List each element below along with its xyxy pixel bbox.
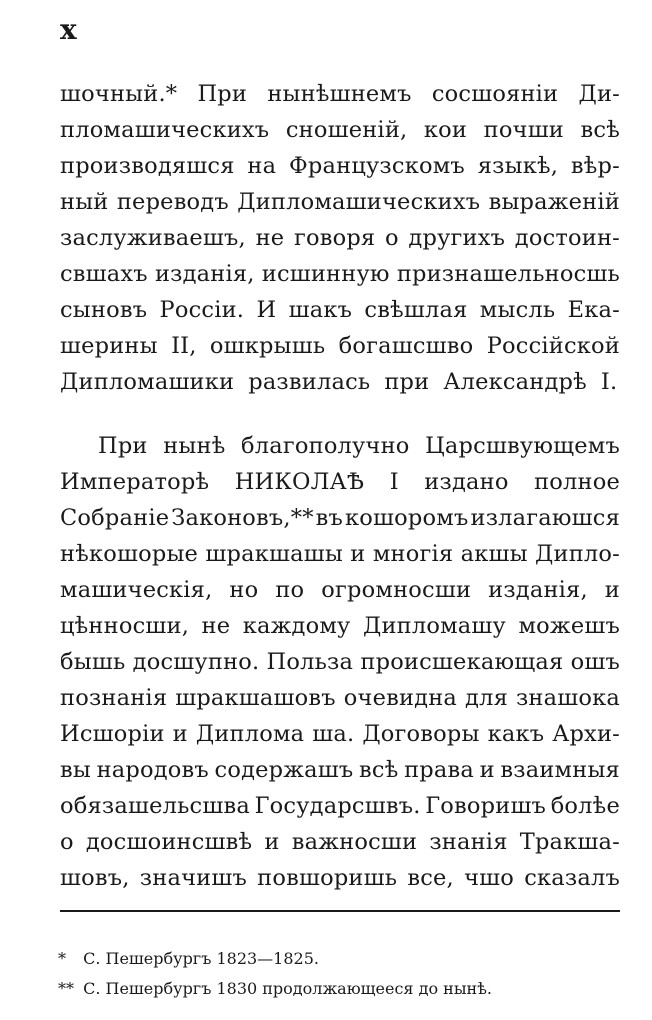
- word: Говоришъ: [425, 793, 547, 819]
- word: содержашъ: [214, 757, 354, 783]
- word: ошъ: [570, 649, 620, 675]
- text-line: [60, 788, 620, 824]
- word: ошкрышь: [209, 333, 326, 359]
- word: цѣнносши,: [60, 613, 190, 639]
- word: каждому: [242, 613, 351, 639]
- word: Дипломашики: [60, 369, 235, 395]
- word: значишъ: [139, 865, 247, 891]
- word: Архи-: [552, 721, 620, 747]
- word: Польза: [266, 649, 354, 675]
- footnote-text: С. Пешербургъ 1823—1825.: [83, 949, 319, 968]
- word: и: [604, 577, 620, 603]
- word: чшо: [464, 865, 515, 891]
- word: какъ: [487, 721, 545, 747]
- footnote-text: С. Пешербургъ 1830 продолжающееся до нынѣ.: [83, 979, 492, 998]
- word: шакъ: [288, 297, 353, 323]
- word: въ: [315, 505, 344, 531]
- word: другихъ: [408, 225, 506, 251]
- footnotes: [58, 944, 618, 1004]
- word: обязашельсшва: [60, 793, 250, 819]
- word: производяшся: [60, 153, 235, 179]
- word: Дипло-: [535, 541, 620, 567]
- text-line: [60, 220, 620, 256]
- text-line: [60, 752, 620, 788]
- footnote: [58, 944, 618, 974]
- word: познанія: [60, 685, 168, 711]
- word: при: [384, 369, 430, 395]
- word: взаимныя: [500, 757, 620, 783]
- text-line: [60, 824, 620, 860]
- word: всѣ: [580, 117, 620, 143]
- word: ша.: [312, 721, 355, 747]
- text-line: [60, 500, 620, 536]
- word: Ека-: [567, 297, 620, 323]
- text-line: [60, 716, 620, 752]
- word: досшупно.: [132, 649, 260, 675]
- word: полное: [534, 469, 620, 495]
- word: машическія,: [60, 577, 213, 603]
- word: для: [465, 685, 508, 711]
- word: права: [404, 757, 474, 783]
- word: нынѣ: [163, 433, 226, 459]
- word: но: [229, 577, 259, 603]
- footnote-divider: [60, 910, 620, 912]
- word: Дипломашическихъ: [237, 189, 481, 215]
- word: признашельносшь: [396, 261, 620, 287]
- word: кошоромъ: [345, 505, 469, 531]
- footnote: [58, 974, 618, 1004]
- text-line: [60, 680, 620, 716]
- text-line: [60, 536, 620, 572]
- word: сыновъ: [60, 297, 148, 323]
- word: шочный.*: [60, 81, 178, 107]
- word: Договоры: [362, 721, 480, 747]
- word: на: [247, 153, 277, 179]
- word: важносши: [291, 829, 418, 855]
- word: Царсшвующемъ: [425, 433, 620, 459]
- text-line: [60, 860, 620, 896]
- word: Законовъ,**: [171, 505, 314, 531]
- word: по: [275, 577, 305, 603]
- text-line: [60, 184, 620, 220]
- word: изданія,: [154, 261, 255, 287]
- word: достоин-: [514, 225, 620, 251]
- text-line: [60, 328, 620, 364]
- word: кои: [423, 117, 468, 143]
- text-line: [60, 572, 620, 608]
- word: развилась: [248, 369, 371, 395]
- word: болѣе: [550, 793, 620, 819]
- word: Россіи.: [159, 297, 245, 323]
- word: многія: [372, 541, 454, 567]
- word: сосшояніи: [431, 81, 559, 107]
- word: Собраніе: [60, 505, 170, 531]
- word: народовъ: [96, 757, 209, 783]
- word: акшы: [460, 541, 528, 567]
- page-number: x: [60, 13, 77, 46]
- word: сношеній,: [285, 117, 408, 143]
- word: пломашическихъ: [60, 117, 270, 143]
- word: все,: [407, 865, 454, 891]
- word: мысль: [479, 297, 556, 323]
- text-line: [60, 644, 620, 680]
- word: Французскомъ: [289, 153, 465, 179]
- word: и: [264, 829, 280, 855]
- word: вы: [60, 757, 91, 783]
- word: заслуживаешъ,: [60, 225, 246, 251]
- word: знанія: [429, 829, 508, 855]
- word: При: [197, 81, 248, 107]
- word: шракшашовъ: [175, 685, 336, 711]
- word: и: [172, 721, 188, 747]
- word: языкѣ,: [477, 153, 559, 179]
- word: II,: [171, 333, 197, 359]
- word: I.: [600, 369, 618, 395]
- word: шракшашы: [205, 541, 343, 567]
- word: излагаюшся: [470, 505, 620, 531]
- text-line: [60, 148, 620, 184]
- text-line: [60, 364, 620, 400]
- word: изданія,: [488, 577, 588, 603]
- word: НИКОЛАѢ: [234, 469, 365, 495]
- word: свшахъ: [60, 261, 148, 287]
- word: о: [60, 829, 74, 855]
- word: Александрѣ: [443, 369, 587, 395]
- word: говоря: [293, 225, 376, 251]
- text-line: [60, 608, 620, 644]
- word: сказалъ: [524, 865, 620, 891]
- word: исшинную: [261, 261, 390, 287]
- text-line: [60, 76, 620, 112]
- word: Исшоріи: [60, 721, 165, 747]
- word: не: [255, 225, 285, 251]
- word: Тракша-: [519, 829, 620, 855]
- word: переводъ: [116, 189, 229, 215]
- word: Диплома: [195, 721, 305, 747]
- word: вѣр-: [570, 153, 620, 179]
- word: ный: [60, 189, 109, 215]
- word: Императорѣ: [60, 469, 210, 495]
- word: можешъ: [518, 613, 620, 639]
- word: шовъ,: [60, 865, 130, 891]
- word: и: [479, 757, 495, 783]
- word: и: [350, 541, 366, 567]
- text-line: [60, 256, 620, 292]
- word: благополучно: [241, 433, 410, 459]
- paragraph-1: [60, 76, 620, 400]
- word: Дипломашу: [362, 613, 506, 639]
- word: очевидна: [343, 685, 458, 711]
- word: При: [98, 433, 148, 459]
- word: Государсшвъ.: [254, 793, 421, 819]
- word: нынѣшнемъ: [267, 81, 412, 107]
- word: бышь: [60, 649, 126, 675]
- word: Россійской: [486, 333, 620, 359]
- word: повшоришь: [257, 865, 398, 891]
- word: о: [385, 225, 399, 251]
- footnote-mark: **: [58, 979, 74, 998]
- text-line: [60, 428, 620, 464]
- word: богашсшво: [338, 333, 474, 359]
- word: происшекающая: [360, 649, 564, 675]
- word: издано: [424, 469, 509, 495]
- text-line: [60, 292, 620, 328]
- word: свѣшлая: [364, 297, 468, 323]
- word: не: [201, 613, 231, 639]
- word: досшоинсшвѣ: [85, 829, 253, 855]
- word: выраженій: [488, 189, 620, 215]
- word: нѣкошорые: [60, 541, 199, 567]
- text-line: [60, 464, 620, 500]
- word: шерины: [60, 333, 158, 359]
- text-line: [60, 112, 620, 148]
- word: всѣ: [359, 757, 399, 783]
- paragraph-2: [60, 428, 620, 896]
- footnote-mark: *: [58, 949, 66, 968]
- word: I: [389, 469, 399, 495]
- word: Ди-: [578, 81, 620, 107]
- word: И: [256, 297, 277, 323]
- word: знашока: [515, 685, 620, 711]
- word: почши: [483, 117, 565, 143]
- word: огромносши: [321, 577, 472, 603]
